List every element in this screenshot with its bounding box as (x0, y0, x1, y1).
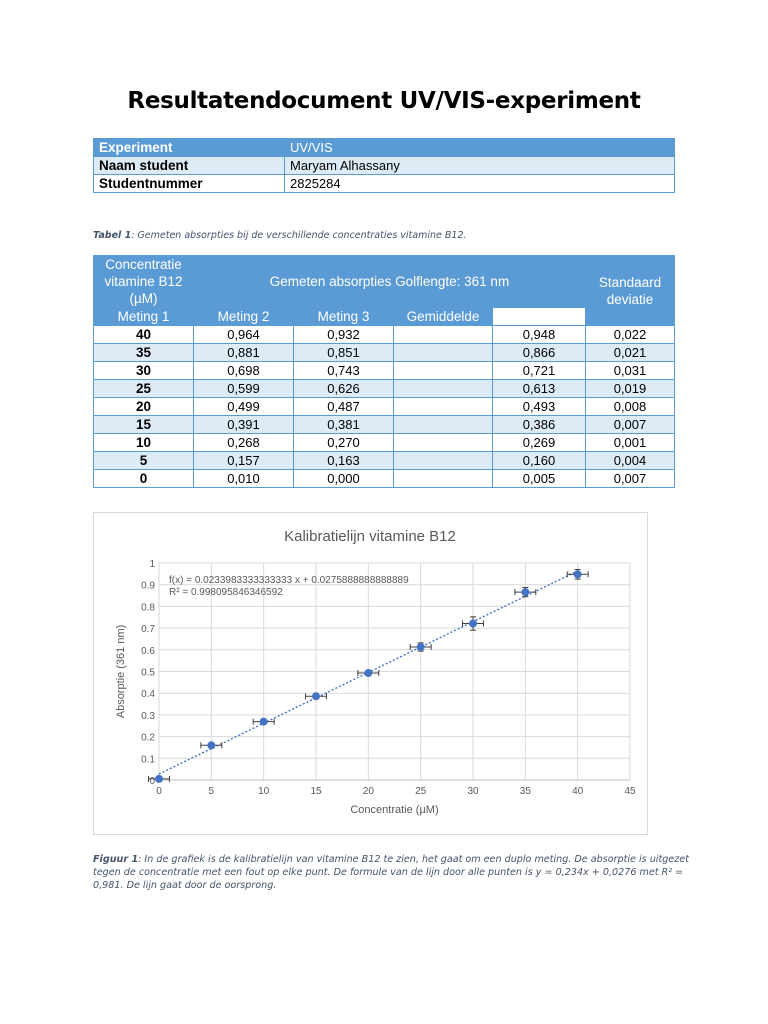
info-key: Studentnummer (94, 175, 285, 193)
header-meting-1: Meting 1 (94, 308, 194, 326)
cell-m3 (394, 470, 493, 488)
table-row (94, 326, 675, 344)
cell-m2: 0,743 (294, 362, 394, 380)
cell-m1: 0,268 (194, 434, 294, 452)
absorption-table (93, 255, 675, 488)
cell-sd: 0,007 (586, 470, 675, 488)
y-tick-label: 1 (149, 559, 155, 570)
cell-c: 15 (94, 416, 194, 434)
figure-caption (93, 853, 689, 892)
info-key: Experiment (94, 139, 285, 157)
cell-m3 (394, 326, 493, 344)
y-tick-label: 0.6 (141, 645, 155, 657)
calibration-chart (94, 513, 647, 834)
table-row (94, 452, 675, 470)
table-caption-label: Tabel 1 (93, 230, 132, 241)
x-tick-label: 10 (258, 786, 270, 797)
x-tick-label: 25 (415, 786, 427, 797)
y-tick-label: 0.2 (141, 732, 155, 744)
x-tick-label: 20 (362, 786, 374, 797)
table-row (94, 362, 675, 380)
cell-c: 20 (94, 398, 194, 416)
cell-avg: 0,386 (493, 416, 586, 434)
cell-m1: 0,157 (194, 452, 294, 470)
cell-m2: 0,000 (294, 470, 394, 488)
y-tick-label: 0.5 (141, 667, 155, 679)
table-row (94, 398, 675, 416)
cell-m1: 0,964 (194, 326, 294, 344)
cell-m3 (394, 416, 493, 434)
header-average: Gemiddelde (394, 308, 493, 326)
cell-c: 30 (94, 362, 194, 380)
cell-sd: 0,001 (586, 434, 675, 452)
cell-m1: 0,881 (194, 344, 294, 362)
cell-m3 (394, 344, 493, 362)
x-tick-label: 40 (572, 786, 584, 797)
y-tick-label: 0.7 (141, 624, 155, 636)
cell-c: 10 (94, 434, 194, 452)
cell-m2: 0,163 (294, 452, 394, 470)
cell-avg: 0,721 (493, 362, 586, 380)
x-tick-label: 45 (624, 786, 636, 797)
header-concentration: Concentratie vitamine B12 (µM) (94, 256, 194, 308)
figure-caption-label: Figuur 1 (93, 854, 139, 865)
figure-caption-line1: : In de grafiek is de kalibratielijn van vitamine B12 te zien, het gaat om een duplo meting. De absorptie is uitgezet (138, 854, 689, 865)
x-axis-label: Concentratie (µM) (350, 804, 439, 816)
table-caption-text: : Gemeten absorpties bij de verschillende concentraties vitamine B12. (131, 230, 467, 241)
cell-avg: 0,948 (493, 326, 586, 344)
chart-container (93, 512, 648, 835)
y-tick-label: 0.4 (141, 689, 155, 701)
table-row (94, 344, 675, 362)
cell-avg: 0,160 (493, 452, 586, 470)
x-tick-label: 30 (467, 786, 479, 797)
header-measured-absorptions: Gemeten absorpties Golflengte: 361 nm (194, 256, 586, 308)
cell-m2: 0,381 (294, 416, 394, 434)
cell-m2: 0,270 (294, 434, 394, 452)
cell-m2: 0,487 (294, 398, 394, 416)
y-tick-label: 0.3 (141, 710, 155, 722)
table-row (94, 470, 675, 488)
cell-sd: 0,022 (586, 326, 675, 344)
x-tick-label: 15 (310, 786, 322, 797)
cell-m2: 0,626 (294, 380, 394, 398)
cell-m3 (394, 380, 493, 398)
table-caption (93, 230, 467, 241)
y-axis-label: Absorptie (361 nm) (115, 624, 127, 719)
info-value: UV/VIS (285, 139, 675, 157)
cell-m2: 0,932 (294, 326, 394, 344)
cell-c: 0 (94, 470, 194, 488)
y-tick-label: 0.8 (141, 602, 155, 614)
data-point (574, 570, 582, 578)
data-point (155, 775, 163, 783)
cell-sd: 0,004 (586, 452, 675, 470)
cell-c: 5 (94, 452, 194, 470)
figure-caption-line2: tegen de concentratie met een fout op elke punt. De formule van de lijn door alle punten is y = 0,234x + 0,0276 met R² = (93, 867, 684, 878)
x-tick-label: 35 (519, 786, 531, 797)
data-point (207, 741, 215, 749)
cell-c: 40 (94, 326, 194, 344)
cell-avg: 0,866 (493, 344, 586, 362)
cell-m1: 0,698 (194, 362, 294, 380)
cell-m3 (394, 398, 493, 416)
header-meting-3: Meting 3 (294, 308, 394, 326)
table-row (94, 434, 675, 452)
trendline-equation: f(x) = 0.0233983333333333 x + 0.0275888888888889 (169, 575, 409, 586)
info-value: Maryam Alhassany (285, 157, 675, 175)
data-point (312, 692, 320, 700)
cell-m2: 0,851 (294, 344, 394, 362)
table-row (94, 416, 675, 434)
cell-sd: 0,019 (586, 380, 675, 398)
data-point (364, 669, 372, 677)
chart-title: Kalibratielijn vitamine B12 (284, 528, 456, 545)
cell-sd: 0,008 (586, 398, 675, 416)
data-point (521, 588, 529, 596)
cell-sd: 0,021 (586, 344, 675, 362)
cell-avg: 0,005 (493, 470, 586, 488)
cell-m1: 0,599 (194, 380, 294, 398)
table-row (94, 380, 675, 398)
data-point (469, 620, 477, 628)
cell-m1: 0,391 (194, 416, 294, 434)
info-value: 2825284 (285, 175, 675, 193)
info-key: Naam student (94, 157, 285, 175)
cell-sd: 0,031 (586, 362, 675, 380)
cell-m1: 0,010 (194, 470, 294, 488)
y-tick-label: 0.9 (141, 580, 155, 592)
info-row (94, 139, 675, 157)
cell-c: 35 (94, 344, 194, 362)
info-row (94, 157, 675, 175)
x-tick-label: 0 (156, 786, 162, 797)
info-row (94, 175, 675, 193)
cell-m1: 0,499 (194, 398, 294, 416)
x-tick-label: 5 (208, 786, 215, 797)
header-meting-2: Meting 2 (194, 308, 294, 326)
info-table (93, 138, 675, 193)
y-tick-label: 0 (149, 776, 155, 787)
cell-avg: 0,269 (493, 434, 586, 452)
cell-avg: 0,613 (493, 380, 586, 398)
header-std-dev: Standaard deviatie (586, 256, 675, 326)
data-point (260, 718, 268, 726)
r-squared-label: R² = 0.998095846346592 (169, 587, 283, 598)
page-title: Resultatendocument UV/VIS-experiment (127, 88, 641, 114)
data-point (417, 643, 425, 651)
cell-m3 (394, 362, 493, 380)
cell-sd: 0,007 (586, 416, 675, 434)
cell-avg: 0,493 (493, 398, 586, 416)
y-tick-label: 0.1 (141, 754, 155, 766)
cell-c: 25 (94, 380, 194, 398)
cell-m3 (394, 452, 493, 470)
figure-caption-line3: 0,981. De lijn gaat door de oorsprong. (93, 880, 277, 891)
cell-m3 (394, 434, 493, 452)
